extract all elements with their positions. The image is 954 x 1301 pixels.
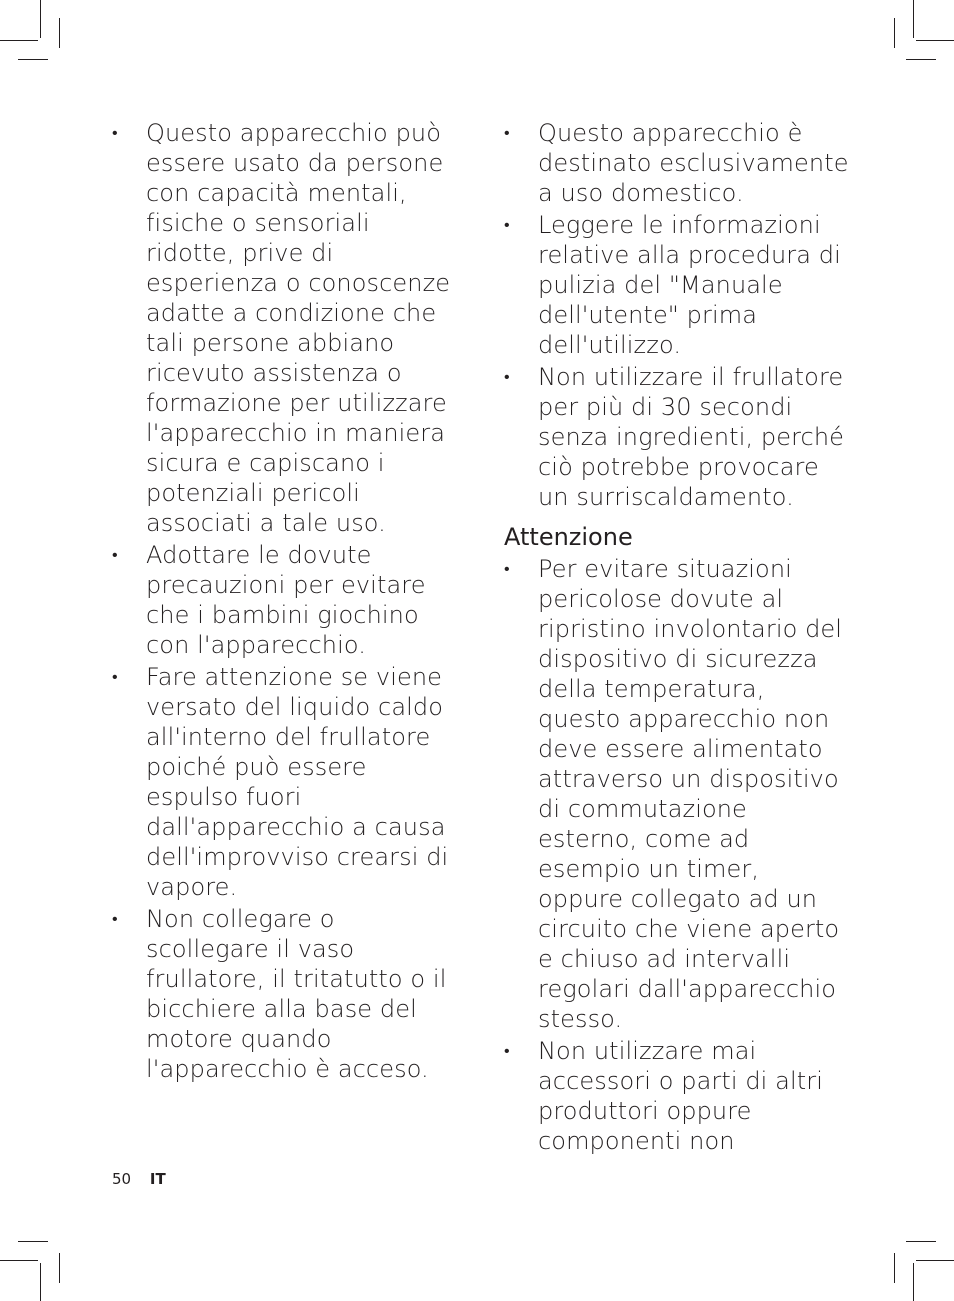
- crop-mark: [913, 0, 914, 38]
- crop-mark: [0, 40, 38, 41]
- right-column: [504, 118, 849, 1158]
- crop-mark: [40, 0, 41, 38]
- crop-mark: [0, 1260, 38, 1261]
- bullet-icon: •: [112, 909, 118, 928]
- crop-mark: [18, 59, 48, 60]
- bullet-icon: •: [504, 123, 510, 142]
- section-heading: Attenzione: [504, 523, 633, 551]
- list-item: • Leggere le informazioni relative alla procedura di pulizia del "Manuale dell'utente" prima dell'utilizzo.: [504, 211, 841, 359]
- crop-mark: [906, 1241, 936, 1242]
- crop-mark: [59, 18, 60, 48]
- list-item: • Adottare le dovute precauzioni per evitare che i bambini giochino con l'apparecchio.: [112, 541, 426, 659]
- bullet-icon: •: [112, 123, 118, 142]
- page-number: 50: [112, 1170, 132, 1188]
- list-item: • Non utilizzare mai accessori o parti di altri produttori oppure componenti non: [504, 1037, 823, 1155]
- crop-mark: [916, 40, 954, 41]
- safety-list-right-bottom: [504, 554, 849, 1156]
- crop-mark: [40, 1263, 41, 1301]
- bullet-icon: •: [504, 367, 510, 386]
- bullet-icon: •: [112, 667, 118, 686]
- list-item: • Per evitare situazioni pericolose dovute al ripristino involontario del dispositivo di sicurezza della temperatura, questo apparecchio non deve essere alimentato attraverso un dispositivo di commutazione esterno, come ad esempio un timer, oppure collegato ad un circuito che viene aperto e chiuso ad intervalli regolari dall'apparecchio stesso.: [504, 555, 843, 1033]
- crop-mark: [59, 1253, 60, 1283]
- safety-list-left: [112, 118, 452, 1084]
- crop-mark: [906, 59, 936, 60]
- list-item: • Non collegare o scollegare il vaso frullatore, il tritatutto o il bicchiere alla base del motore quando l'apparecchio è acceso.: [112, 905, 447, 1083]
- page-footer: [112, 1170, 166, 1188]
- left-column: [112, 118, 452, 1086]
- list-item: • Non utilizzare il frullatore per più di 30 secondi senza ingredienti, perché ciò potrebbe provocare un surriscaldamento.: [504, 363, 845, 511]
- language-code: IT: [149, 1170, 166, 1188]
- crop-mark: [913, 1263, 914, 1301]
- bullet-icon: •: [112, 545, 118, 564]
- safety-list-right-top: [504, 118, 849, 512]
- bullet-icon: •: [504, 215, 510, 234]
- crop-mark: [18, 1241, 48, 1242]
- bullet-icon: •: [504, 1041, 510, 1060]
- crop-mark: [894, 18, 895, 48]
- list-item: • Questo apparecchio è destinato esclusivamente a uso domestico.: [504, 119, 849, 207]
- bullet-icon: •: [504, 559, 510, 578]
- crop-mark: [916, 1260, 954, 1261]
- list-item: • Questo apparecchio può essere usato da persone con capacità mentali, fisiche o sensoriali ridotte, prive di esperienza o conoscenze adatte a condizione che tali persone abbiano ricevuto assistenza o formazione per utilizzare l'apparecchio in maniera sicura e capiscano i potenziali pericoli associati a tale uso.: [112, 119, 451, 537]
- crop-mark: [894, 1253, 895, 1283]
- list-item: • Fare attenzione se viene versato del liquido caldo all'interno del frullatore poiché può essere espulso fuori dall'apparecchio a causa dell'improvviso crearsi di vapore.: [112, 663, 449, 901]
